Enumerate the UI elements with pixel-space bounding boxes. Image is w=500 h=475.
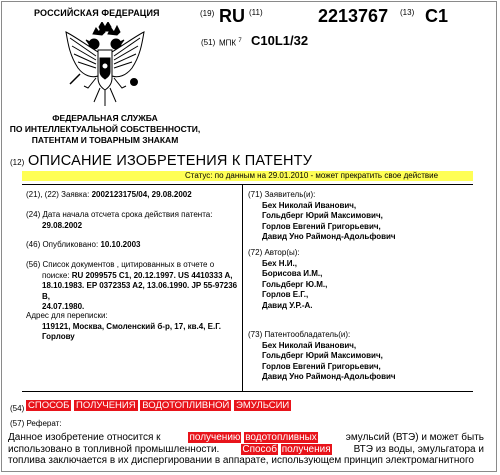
- inid-code-54: (54): [10, 404, 25, 413]
- inid-code-11: (11): [249, 8, 263, 17]
- mpk-class: C10L1/32: [251, 33, 309, 48]
- invention-title: СПОСОБ ПОЛУЧЕНИЯ ВОДОТОПЛИВНОЙ ЭМУЛЬСИИ: [28, 400, 290, 411]
- box-divider: [242, 184, 243, 391]
- russian-coat-of-arms-icon: [60, 22, 150, 110]
- inid-code-13: (13): [400, 8, 415, 17]
- application-field: (21), (22) Заявка: 2002123175/04, 29.08.2002: [26, 190, 192, 199]
- box-bottom-border: [22, 391, 473, 392]
- agency-name: ФЕДЕРАЛЬНАЯ СЛУЖБА ПО ИНТЕЛЛЕКТУАЛЬНОЙ СОБСТВЕННОСТИ, ПАТЕНТАМ И ТОВАРНЫМ ЗНАКАМ: [9, 113, 201, 145]
- inid-code-12: (12): [10, 158, 25, 167]
- published-field: (46) Опубликовано: 10.10.2003: [26, 240, 141, 249]
- owners-block: (73) Патентообладатель(и): Бех Николай Иванович, Гольдберг Юрий Максимович, Горлов Евгений Григорьевич, Давид Уно Раймонд-Адольфович: [248, 330, 396, 381]
- abstract-label: (57) Реферат:: [10, 419, 62, 428]
- references-block: (56) Список документов , цитированных в отчете о поиске: RU 2099575 C1, 20.12.1997. US 4410333 A, 18.10.1983. EP 0372353 A2, 13.06.1990. JP 55-97236 B, 24.07.1980.: [26, 260, 238, 311]
- address-block: Адрес для переписки: 119121, Москва, Смоленский б-р, 17, кв.4, Е.Г. Горлову: [26, 311, 221, 341]
- box-top-border: [22, 184, 473, 185]
- country-name: РОССИЙСКАЯ ФЕДЕРАЦИЯ: [34, 8, 160, 18]
- inid-code-19: (19): [200, 9, 215, 18]
- patent-number: 2213767: [318, 6, 389, 26]
- start-date-value: 29.08.2002: [42, 221, 83, 230]
- country-code: RU: [219, 6, 245, 26]
- mpk-label: МПК $^7$: [219, 38, 242, 48]
- applicants-block: (71) Заявитель(и): Бех Николай Иванович, Гольдберг Юрий Максимович, Горлов Евгений Григорьевич, Давид Уно Раймонд-Адольфович: [248, 190, 396, 241]
- status-text: Статус: по данным на 29.01.2010 - может прекратить свое действие: [185, 171, 439, 180]
- kind-code: C1: [425, 6, 449, 26]
- start-date-label: (24) Дата начала отсчета срока действия патента:: [26, 210, 213, 219]
- authors-block: (72) Автор(ы): Бех Н.И., Борисова И.М., Гольдберг Ю.М., Горлов Е.Г., Давид У.Р.-А.: [248, 248, 328, 310]
- document-title: ОПИСАНИЕ ИЗОБРЕТЕНИЯ К ПАТЕНТУ: [28, 153, 313, 169]
- inid-code-51: (51): [201, 38, 216, 47]
- abstract-text: Данное изобретение относится к получению водотопливных эмульсий (ВТЭ) и может быть использовано в топливной промышленности. Способ получения ВТЭ из воды, эмульгатора и топлива заключается в их диспергировании в аппарате, использующем принцип электромагнитного: [8, 432, 484, 466]
